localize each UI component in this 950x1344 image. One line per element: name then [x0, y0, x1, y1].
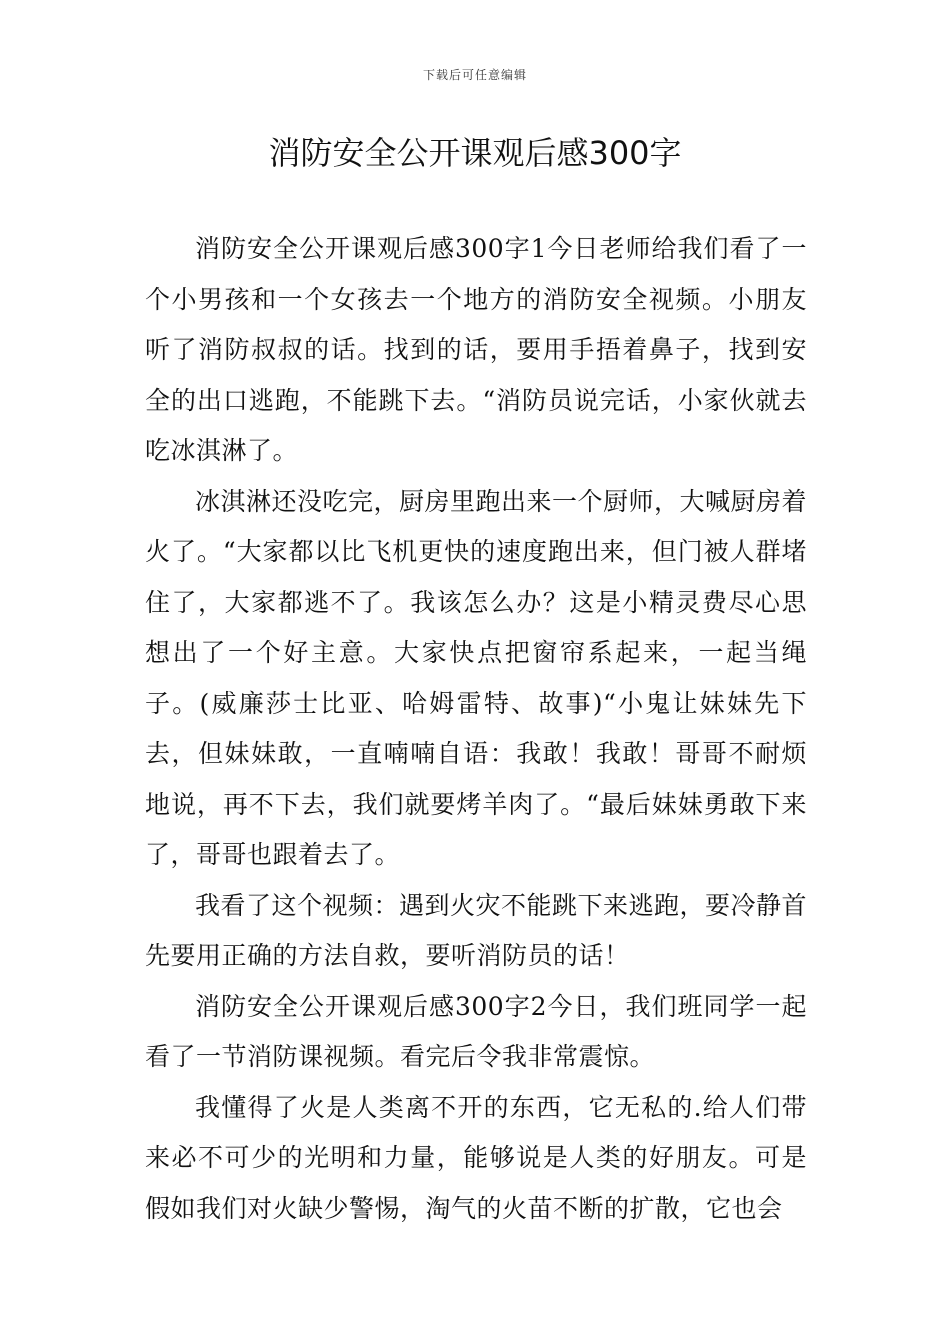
paragraph-2: 冰淇淋还没吃完，厨房里跑出来一个厨师，大喊厨房着火了。“大家都以比飞机更快的速度跑出来，但门被人群堵住了，大家都逃不了。我该怎么办？这是小精灵费尽心思想出了一个好主意。大家快点把窗帘系起来，一起当绳子。(威廉莎士比亚、哈姆雷特、故事)“小鬼让妹妹先下去，但妹妹敢，一直喃喃自语：我敢！我敢！哥哥不耐烦地说，再不下去，我们就要烤羊肉了。“最后妹妹勇敢下来了，哥哥也跟着去了。	[145, 486, 808, 869]
paragraph-1: 消防安全公开课观后感300字1今日老师给我们看了一个小男孩和一个女孩去一个地方的消防安全视频。小朋友听了消防叔叔的话。找到的话，要用手捂着鼻子，找到安全的出口逃跑，不能跳下去。“消防员说完话，小家伙就去吃冰淇淋了。	[145, 234, 807, 465]
paragraph-3: 我看了这个视频：遇到火灾不能跳下来逃跑，要冷静首先要用正确的方法自救，要听消防员的话！	[145, 890, 808, 970]
document-body	[145, 224, 807, 1234]
paragraph-4: 消防安全公开课观后感300字2今日，我们班同学一起看了一节消防课视频。看完后令我非常震惊。	[145, 991, 807, 1071]
paragraph-5: 我懂得了火是人类离不开的东西，它无私的.给人们带来必不可少的光明和力量，能够说是人类的好朋友。可是假如我们对火缺少警惕，淘气的火苗不断的扩散，它也会	[145, 1092, 807, 1223]
header-note: 下载后可任意编辑	[422, 68, 527, 82]
document-title: 消防安全公开课观后感300字	[268, 134, 682, 172]
